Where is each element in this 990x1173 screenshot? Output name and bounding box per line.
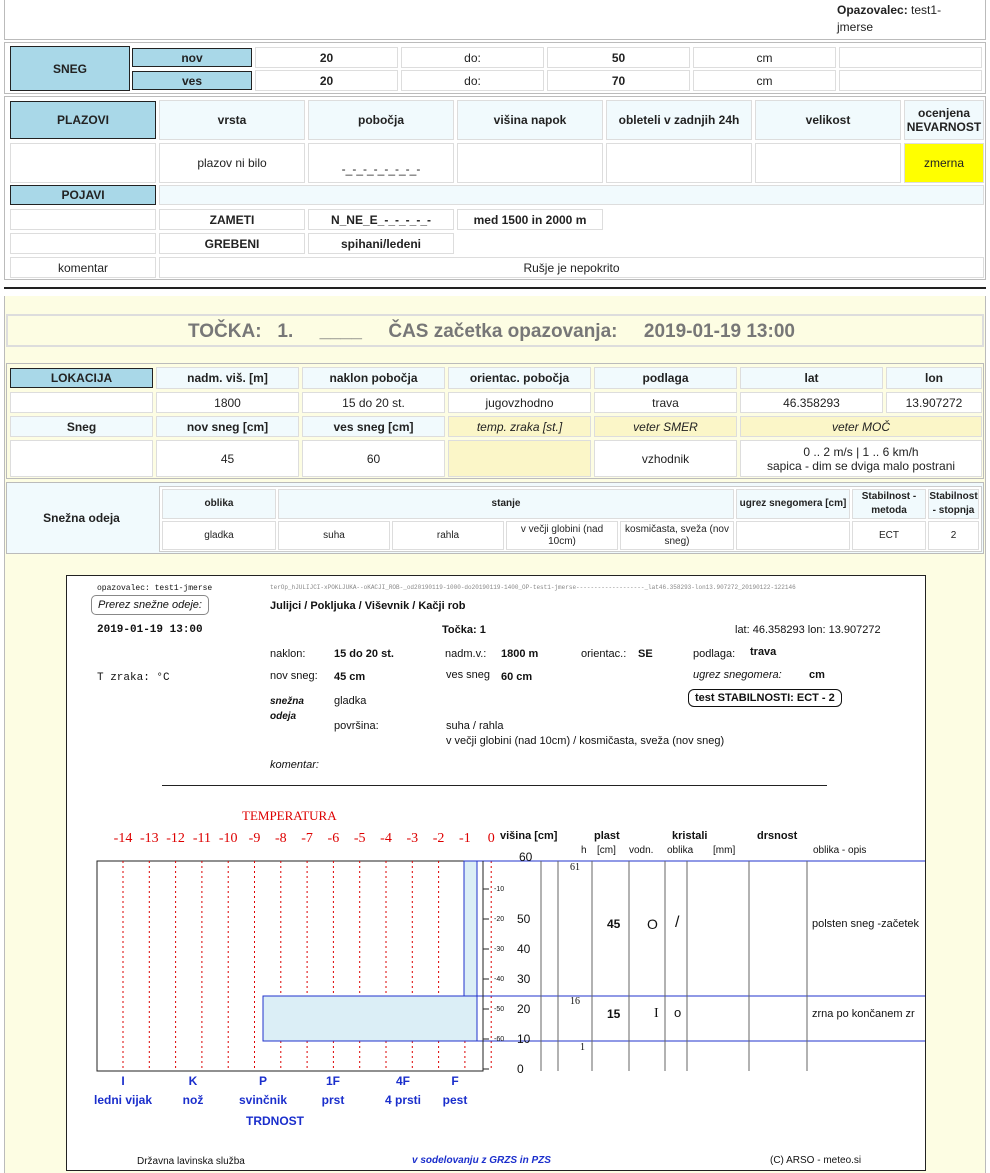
profile-komentar-label: komentar:: [270, 759, 319, 771]
profile-orient-value: SE: [638, 648, 653, 660]
layer2-thickness: 15: [607, 1007, 621, 1021]
hardness-code: 1F: [325, 1074, 340, 1088]
profile-ugrez-label: ugrez snegomera:: [693, 669, 782, 681]
sneg-h-smer: veter SMER: [594, 416, 737, 437]
lok-h-orient: orientac. pobočja: [448, 367, 591, 389]
height-axis-ticks: [483, 889, 489, 1069]
profile-povrsina-v1: suha / rahla: [446, 720, 504, 732]
tocka-header: [6, 314, 984, 347]
komentar-value: Rušje je nepokrito: [159, 257, 984, 278]
temp-tick-label: -9: [248, 831, 261, 846]
pojavi-label: POJAVI: [10, 185, 156, 205]
profile-povrsina-label: površina:: [334, 720, 379, 732]
h-mid-value: 16: [570, 996, 580, 1007]
plazovi-visina-value: [457, 143, 603, 183]
hardness-name: pest: [442, 1093, 468, 1107]
temp-tick-label: -6: [327, 831, 340, 846]
footer-mid: v sodelovanju z GRZS in PZS: [412, 1155, 551, 1166]
layer-bar-2: [263, 996, 477, 1041]
lok-row-empty: [10, 392, 153, 413]
plazovi-header-obleteli: obleteli v zadnjih 24h: [606, 100, 752, 140]
sneg-v-smer: vzhodnik: [594, 440, 737, 477]
grebeni-label: GREBENI: [159, 233, 305, 254]
profile-povrsina-v2: v večji globini (nad 10cm) / kosmičasta, sveža (nov sneg): [446, 735, 725, 747]
lok-h-naklon: naklon pobočja: [302, 367, 445, 389]
odeja-h-metoda: Stabilnost - metoda: [852, 489, 926, 519]
height-tick-label: 0: [517, 1062, 524, 1076]
hardness-name: ledni vijak: [93, 1093, 153, 1107]
footer-left: Državna lavinska služba: [137, 1156, 245, 1167]
col-vodn-sub: vodn.: [629, 845, 654, 856]
lokacija-label: LOKACIJA: [10, 368, 153, 388]
h-bot-value: 1: [580, 1042, 585, 1053]
plazovi-header-vrsta: vrsta: [159, 100, 305, 140]
profile-location: Julijci / Pokljuka / Viševnik / Kačji rob: [270, 600, 466, 612]
col-h-sub: h: [581, 845, 587, 856]
hardness-code: P: [258, 1074, 267, 1088]
profile-odeja-label2: odeja: [270, 711, 297, 722]
h-top2-value: 60: [519, 850, 533, 864]
stability-badge: test STABILNOSTI: ECT - 2: [688, 689, 842, 707]
profile-ugrez-value: cm: [809, 669, 825, 681]
layer1-form: /: [675, 914, 680, 931]
temp-tick-label: -7: [301, 831, 313, 846]
komentar-label: komentar: [10, 257, 156, 278]
odeja-v-stopnja: 2: [928, 521, 979, 550]
pojavi-header-bar: [159, 185, 984, 205]
profile-novs-label: nov sneg:: [270, 670, 318, 682]
hardness-name: svinčnik: [238, 1093, 288, 1107]
danger-level-badge: zmerna: [904, 143, 984, 183]
observer-label: Opazovalec:: [837, 3, 908, 17]
tocka-title: [188, 321, 795, 343]
layer2-form: o: [674, 1005, 682, 1020]
sneg-v-moc: [740, 440, 982, 477]
odeja-label: Snežna odeja: [43, 511, 120, 525]
profile-nadm-value: 1800 m: [501, 648, 539, 660]
sneg-section-label: Sneg: [10, 416, 153, 437]
sneg-panel: [4, 42, 986, 94]
lok-h-podlaga: podlaga: [594, 367, 737, 389]
profile-tzraka: T zraka: °C: [97, 672, 170, 684]
temp-tick-label: -3: [406, 831, 419, 846]
plazovi-label: PLAZOVI: [10, 101, 156, 139]
depth-tick-label: -60: [494, 1036, 505, 1043]
profile-nadm-label: nadm.v.:: [445, 648, 487, 660]
sneg-h-temp: temp. zraka [st.]: [448, 416, 591, 437]
profile-vess-label: ves sneg: [446, 669, 491, 681]
pojavi-row2-empty: [10, 233, 156, 254]
plazovi-row-empty: [10, 143, 156, 183]
sneg-ves-to: 70: [547, 70, 690, 91]
odeja-table: [159, 486, 982, 552]
zameti-extra: med 1500 in 2000 m: [457, 209, 603, 230]
tocka-time-label: ČAS začetka opazovanja:: [388, 321, 618, 342]
height-tick-label: 30: [517, 972, 531, 986]
sneg-nov-label: nov: [132, 48, 252, 67]
odeja-v-oblika: gladka: [162, 521, 276, 550]
odeja-h-stanje: stanje: [278, 489, 734, 519]
depth-tick-label: -10: [494, 886, 505, 893]
temp-tick-label: -14: [113, 831, 133, 846]
height-tick-label: 10: [517, 1032, 531, 1046]
odeja-panel: [6, 482, 984, 554]
sneg-ves-empty: [839, 70, 982, 91]
sneg-ves-from: 20: [255, 70, 398, 91]
observer-value: test1-jmerse: [837, 3, 942, 34]
odeja-v-suha: suha: [278, 521, 390, 550]
col-drsnost-header: drsnost: [757, 830, 798, 842]
col-cm-sub: [cm]: [597, 845, 616, 856]
h-top-value: 61: [570, 862, 580, 873]
profile-code: terOp_hJULIJCI-xPOKLJUKA--oKACJI_ROB-_od20190119-1000-do20190119-1400_OP-test1-jmerse-------------------_lat46.358293-lon13.907272_20190122-122146: [270, 584, 796, 591]
temp-tick-label: -1: [459, 831, 471, 846]
profile-podlaga-label: podlaga:: [693, 648, 736, 660]
plazovi-pobocja-value: -_-_-_-_-_-_-_-: [308, 143, 454, 183]
plazovi-header-velikost: velikost: [755, 100, 901, 140]
zameti-value: N_NE_E_-_-_-_-_-: [308, 209, 454, 230]
footer-right: (C) ARSO - meteo.si: [770, 1155, 862, 1166]
plazovi-panel: [4, 96, 986, 280]
plazovi-header-nevarnost: [904, 100, 984, 140]
profile-podlaga-value: trava: [750, 646, 777, 658]
col-plast-header: plast: [594, 830, 620, 842]
sneg-nov-empty: [839, 47, 982, 68]
hardness-code: 4F: [395, 1074, 410, 1088]
depth-tick-label: -40: [494, 976, 505, 983]
profile-tocka: Točka: 1: [442, 624, 486, 636]
odeja-v-rahla: rahla: [392, 521, 504, 550]
tocka-blank: ____: [319, 321, 362, 342]
profile-vess-value: 60 cm: [501, 671, 533, 683]
temp-tick-label: -4: [380, 831, 392, 846]
temp-tick-label: -2: [432, 831, 445, 846]
wind-force-line1: 0 .. 2 m/s | 1 .. 6 km/h: [803, 444, 919, 459]
sneg-v-ves: 60: [302, 440, 445, 477]
sneg-v-temp: [448, 440, 591, 477]
nevarnost-line2: NEVARNOST: [906, 120, 982, 134]
temp-tick-label: -8: [274, 831, 287, 846]
sneg-ves-label: ves: [132, 71, 252, 90]
profile-odeja-label1: snežna: [270, 696, 304, 707]
lok-v-podlaga: trava: [594, 392, 737, 413]
sneg-ves-do: do:: [401, 70, 544, 91]
wind-force-line2: sapica - dim se dviga malo postrani: [766, 458, 956, 473]
tocka-number: 1.: [277, 321, 294, 342]
odeja-v-metoda: ECT: [852, 521, 926, 550]
section-divider: [4, 287, 986, 289]
observer-panel: [4, 0, 986, 40]
col-opis-sub: oblika - opis: [813, 845, 867, 856]
plazovi-vrsta-value: plazov ni bilo: [159, 143, 305, 183]
depth-tick-label: -20: [494, 916, 505, 923]
col-oblika-sub: oblika: [667, 845, 694, 856]
sneg-h-moc: veter MOČ: [740, 416, 982, 437]
lok-v-naklon: 15 do 20 st.: [302, 392, 445, 413]
sneg-label: SNEG: [10, 46, 130, 91]
profile-latlon: lat: 46.358293 lon: 13.907272: [735, 624, 881, 636]
lok-h-lon: lon: [886, 367, 982, 389]
odeja-h-oblika: oblika: [162, 489, 276, 519]
snow-profile-sheet: [66, 575, 926, 1171]
zameti-label: ZAMETI: [159, 209, 305, 230]
sneg-v-nov: 45: [156, 440, 299, 477]
observer-info: [837, 2, 977, 36]
grebeni-value: spihani/ledeni: [308, 233, 454, 254]
layer1-water: O: [647, 916, 658, 932]
lok-v-lon: 13.907272: [886, 392, 982, 413]
lok-v-lat: 46.358293: [740, 392, 883, 413]
odeja-h-stopnja: Stabilnost - stopnja: [928, 489, 979, 519]
col-visina-header: višina [cm]: [500, 830, 558, 842]
profile-naklon-label: naklon:: [270, 648, 306, 660]
hardness-code: I: [121, 1074, 125, 1088]
hardness-title: TRDNOST: [246, 1114, 304, 1128]
plazovi-header-pobocja: pobočja: [308, 100, 454, 140]
sneg-nov-do: do:: [401, 47, 544, 68]
layer2-water: I: [654, 1006, 659, 1021]
temp-tick-label: -12: [166, 831, 185, 846]
temp-tick-label: -13: [139, 831, 159, 846]
col-kristali-header: kristali: [672, 830, 708, 842]
temp-tick-label: -11: [192, 831, 211, 846]
sneg-h-ves: ves sneg [cm]: [302, 416, 445, 437]
sneg-row-empty: [10, 440, 153, 477]
height-tick-label: 50: [517, 912, 531, 926]
profile-naklon-value: 15 do 20 st.: [334, 648, 394, 660]
odeja-h-ugrez: ugrez snegomera [cm]: [736, 489, 850, 519]
sneg-ves-unit: cm: [693, 70, 836, 91]
height-tick-label: 40: [517, 942, 531, 956]
sneg-nov-to: 50: [547, 47, 690, 68]
sneg-nov-unit: cm: [693, 47, 836, 68]
lok-v-orient: jugovzhodno: [448, 392, 591, 413]
height-tick-label: 20: [517, 1002, 531, 1016]
odeja-v-globina: v večji globini (nad 10cm): [506, 521, 618, 550]
layer1-thickness: 45: [607, 917, 621, 931]
hardness-name: prst: [321, 1093, 345, 1107]
profile-date: 2019-01-19 13:00: [97, 624, 203, 636]
sneg-h-nov: nov sneg [cm]: [156, 416, 299, 437]
profile-odeja-value: gladka: [334, 695, 367, 707]
profile-novs-value: 45 cm: [334, 671, 366, 683]
hardness-name: nož: [182, 1093, 204, 1107]
temp-tick-label: 0: [487, 831, 495, 846]
depth-tick-label: -50: [494, 1006, 505, 1013]
lok-h-nadm: nadm. viš. [m]: [156, 367, 299, 389]
nevarnost-line1: ocenjena: [917, 106, 971, 120]
tocka-time: 2019-01-19 13:00: [643, 321, 795, 342]
odeja-v-kosmicasta: kosmičasta, sveža (nov sneg): [620, 521, 734, 550]
sneg-nov-from: 20: [255, 47, 398, 68]
lokacija-panel: [6, 363, 984, 479]
lok-v-nadm: 1800: [156, 392, 299, 413]
hardness-code: F: [451, 1074, 459, 1088]
hardness-code: K: [188, 1074, 198, 1088]
layer2-desc: zrna po končanem zr: [812, 1008, 915, 1020]
col-mm-sub: [mm]: [713, 845, 736, 856]
profile-orient-label: orientac.:: [581, 648, 627, 660]
plazovi-velikost-value: [755, 143, 901, 183]
profile-observer: opazovalec: test1-jmerse: [97, 584, 213, 593]
temp-tick-label: -5: [353, 831, 366, 846]
layer-bar-1: [464, 861, 477, 996]
hardness-name: 4 prsti: [384, 1093, 421, 1107]
tocka-label: TOČKA:: [188, 321, 262, 342]
lok-h-lat: lat: [740, 367, 883, 389]
layer1-desc: polsten sneg -začetek: [812, 918, 920, 930]
temperature-title: TEMPERATURA: [242, 808, 337, 823]
odeja-v-ugrez: [736, 521, 850, 550]
pojavi-row1-empty: [10, 209, 156, 230]
depth-tick-label: -30: [494, 946, 505, 953]
plazovi-obleteli-value: [606, 143, 752, 183]
plazovi-header-visina: višina napok: [457, 100, 603, 140]
temp-tick-label: -10: [218, 831, 238, 846]
profile-title-box: Prerez snežne odeje:: [91, 595, 209, 615]
